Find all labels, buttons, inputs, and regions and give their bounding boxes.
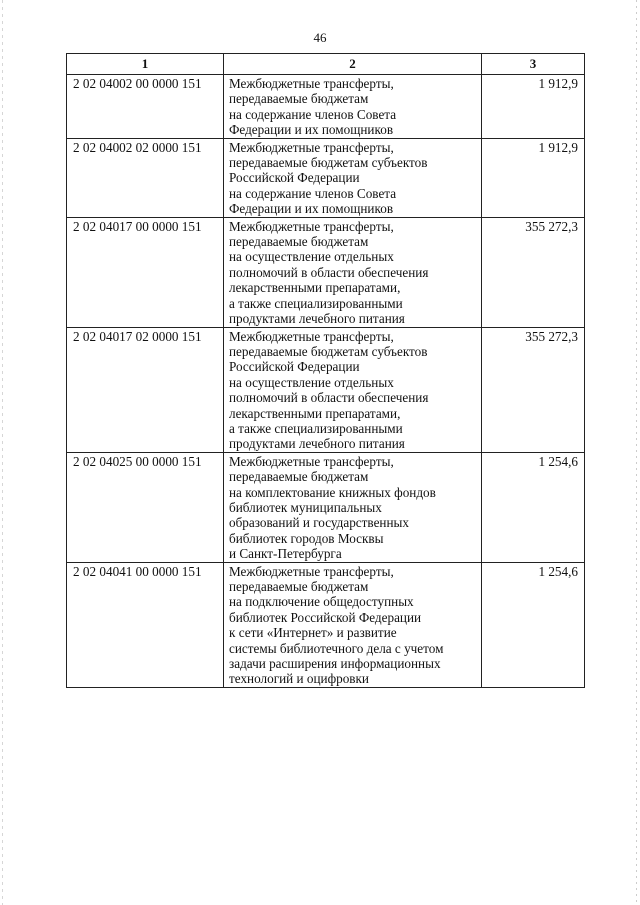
column-header-name: 2 bbox=[224, 54, 482, 75]
scan-edge-right bbox=[636, 0, 637, 905]
budget-code-cell: 2 02 04002 00 0000 151 bbox=[67, 75, 224, 139]
budget-code-cell: 2 02 04002 02 0000 151 bbox=[67, 138, 224, 217]
scan-edge-left bbox=[2, 0, 3, 905]
column-header-code: 1 bbox=[67, 54, 224, 75]
column-header-amount: 3 bbox=[482, 54, 585, 75]
table-row bbox=[67, 327, 585, 452]
transfer-description-cell: Межбюджетные трансферты, передаваемые бюджетам на комплектование книжных фондов библиотек муниципальных образований и государственных библиотек городов Москвы и Санкт-Петербурга bbox=[224, 452, 482, 562]
amount-cell: 1 254,6 bbox=[482, 452, 585, 562]
budget-code-cell: 2 02 04017 02 0000 151 bbox=[67, 327, 224, 452]
table-row bbox=[67, 562, 585, 687]
transfer-description-cell: Межбюджетные трансферты, передаваемые бюджетам на подключение общедоступных библиотек Российской Федерации к сети «Интернет» и развитие системы библиотечного дела с учетом задачи расширения информационных технологий и оцифровки bbox=[224, 562, 482, 687]
budget-code-cell: 2 02 04041 00 0000 151 bbox=[67, 562, 224, 687]
page-number: 46 bbox=[313, 30, 327, 45]
amount-cell: 355 272,3 bbox=[482, 217, 585, 327]
budget-table bbox=[66, 53, 585, 688]
table-header-row bbox=[67, 54, 585, 75]
table-row bbox=[67, 138, 585, 217]
amount-cell: 1 254,6 bbox=[482, 562, 585, 687]
budget-code-cell: 2 02 04017 00 0000 151 bbox=[67, 217, 224, 327]
budget-code-cell: 2 02 04025 00 0000 151 bbox=[67, 452, 224, 562]
table-row bbox=[67, 217, 585, 327]
transfer-description-cell: Межбюджетные трансферты, передаваемые бюджетам субъектов Российской Федерации на содержание членов Совета Федерации и их помощников bbox=[224, 138, 482, 217]
transfer-description-cell: Межбюджетные трансферты, передаваемые бюджетам на осуществление отдельных полномочий в области обеспечения лекарственными препаратами, а также специализированными продуктами лечебного питания bbox=[224, 217, 482, 327]
amount-cell: 1 912,9 bbox=[482, 75, 585, 139]
transfer-description-cell: Межбюджетные трансферты, передаваемые бюджетам на содержание членов Совета Федерации и их помощников bbox=[224, 75, 482, 139]
table-row bbox=[67, 452, 585, 562]
table-row bbox=[67, 75, 585, 139]
amount-cell: 1 912,9 bbox=[482, 138, 585, 217]
amount-cell: 355 272,3 bbox=[482, 327, 585, 452]
transfer-description-cell: Межбюджетные трансферты, передаваемые бюджетам субъектов Российской Федерации на осуществление отдельных полномочий в области обеспечения лекарственными препаратами, а также специализированными продуктами лечебного питания bbox=[224, 327, 482, 452]
